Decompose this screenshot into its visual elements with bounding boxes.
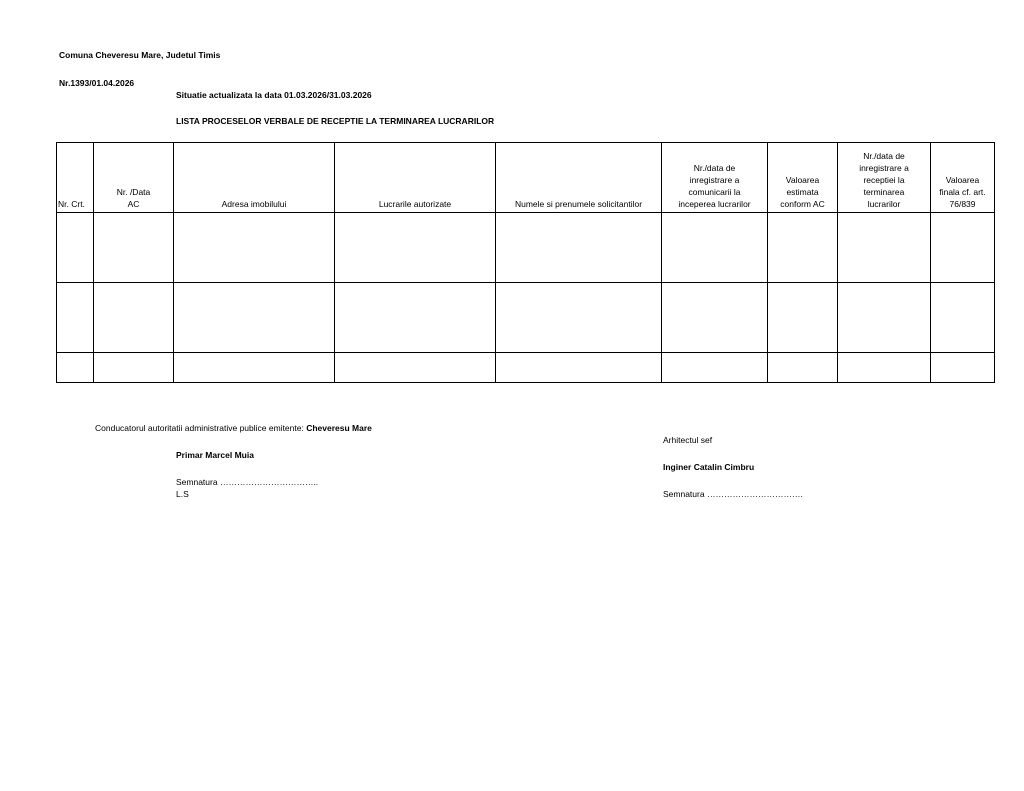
- table-cell: [931, 353, 995, 383]
- authority-name: Cheveresu Mare: [306, 423, 372, 433]
- table-cell: [496, 283, 662, 353]
- col-nr-data-ac: [94, 143, 174, 213]
- mayor-name: Primar Marcel Muia: [176, 450, 254, 460]
- col-valoare-estimata: [768, 143, 838, 213]
- col-receptie-terminare: [838, 143, 931, 213]
- header-line: Numele si prenumele solicitantilor: [514, 199, 643, 209]
- table-cell: [838, 353, 931, 383]
- col-solicitanti: [496, 143, 662, 213]
- table-cell: [174, 353, 335, 383]
- table-cell: [94, 213, 174, 283]
- table-cell: [496, 213, 662, 283]
- header-line: inregistrare a: [859, 163, 909, 173]
- table-cell: [335, 213, 496, 283]
- commune-header: Comuna Cheveresu Mare, Judetul Timis: [59, 50, 221, 60]
- ls-stamp-label: L.S: [176, 489, 189, 499]
- table-row: [57, 283, 995, 353]
- header-line: lucrarilor: [867, 199, 901, 209]
- table-cell: [57, 213, 94, 283]
- table-cell: [838, 213, 931, 283]
- table-cell: [662, 213, 768, 283]
- authority-line: [95, 423, 372, 433]
- header-line: inceperea lucrarilor: [678, 199, 751, 209]
- table-header-row: [57, 143, 995, 213]
- header-line: terminarea: [863, 187, 905, 197]
- header-line: receptiei la: [863, 175, 905, 185]
- header-line: Nr./data de: [693, 163, 736, 173]
- authority-label: Conducatorul autoritatii administrative publice emitente:: [95, 423, 307, 433]
- signature-left: Semnatura ……………………………..: [176, 477, 319, 487]
- header-line: 76/839: [949, 199, 976, 209]
- table-cell: [94, 353, 174, 383]
- col-adresa-imobilului: [174, 143, 335, 213]
- header-line: conform AC: [780, 199, 825, 209]
- table-cell: [768, 213, 838, 283]
- signature-right: Semnatura …………………………….: [663, 489, 803, 499]
- table-cell: [57, 353, 94, 383]
- header-line: Adresa imobilului: [221, 199, 287, 209]
- header-line: estimata: [786, 187, 819, 197]
- table-cell: [768, 283, 838, 353]
- registration-number: Nr.1393/01.04.2026: [59, 78, 135, 88]
- table-row: [57, 353, 995, 383]
- table-cell: [768, 353, 838, 383]
- list-title: LISTA PROCESELOR VERBALE DE RECEPTIE LA TERMINAREA LUCRARILOR: [176, 116, 495, 126]
- table-cell: [57, 283, 94, 353]
- header-line: finala cf. art.: [939, 187, 986, 197]
- header-line: comunicarii la: [688, 187, 741, 197]
- table-cell: [931, 213, 995, 283]
- table-cell: [174, 283, 335, 353]
- col-nr-crt: [57, 143, 94, 213]
- table-cell: [662, 283, 768, 353]
- table-cell: [496, 353, 662, 383]
- table-row: [57, 213, 995, 283]
- table-cell: [838, 283, 931, 353]
- header-line: Nr. /Data: [116, 187, 151, 197]
- receptions-table: [56, 142, 995, 383]
- table-cell: [335, 283, 496, 353]
- table-cell: [174, 213, 335, 283]
- architect-name: Inginer Catalin Cimbru: [663, 462, 755, 472]
- header-line: Lucrarile autorizate: [378, 199, 452, 209]
- col-comunicare-incepere: [662, 143, 768, 213]
- table-cell: [931, 283, 995, 353]
- header-line: AC: [127, 199, 140, 209]
- update-period: Situatie actualizata la data 01.03.2026/31.03.2026: [176, 90, 372, 100]
- header-line: inregistrare a: [689, 175, 740, 185]
- header-line: Nr. Crt.: [58, 199, 85, 209]
- table-cell: [335, 353, 496, 383]
- header-line: Valoarea: [785, 175, 820, 185]
- header-line: Valoarea: [945, 175, 980, 185]
- col-valoare-finala: [931, 143, 995, 213]
- col-lucrarile-autorizate: [335, 143, 496, 213]
- table-cell: [94, 283, 174, 353]
- header-line: Nr./data de: [863, 151, 905, 161]
- architect-title: Arhitectul sef: [663, 435, 713, 445]
- table-cell: [662, 353, 768, 383]
